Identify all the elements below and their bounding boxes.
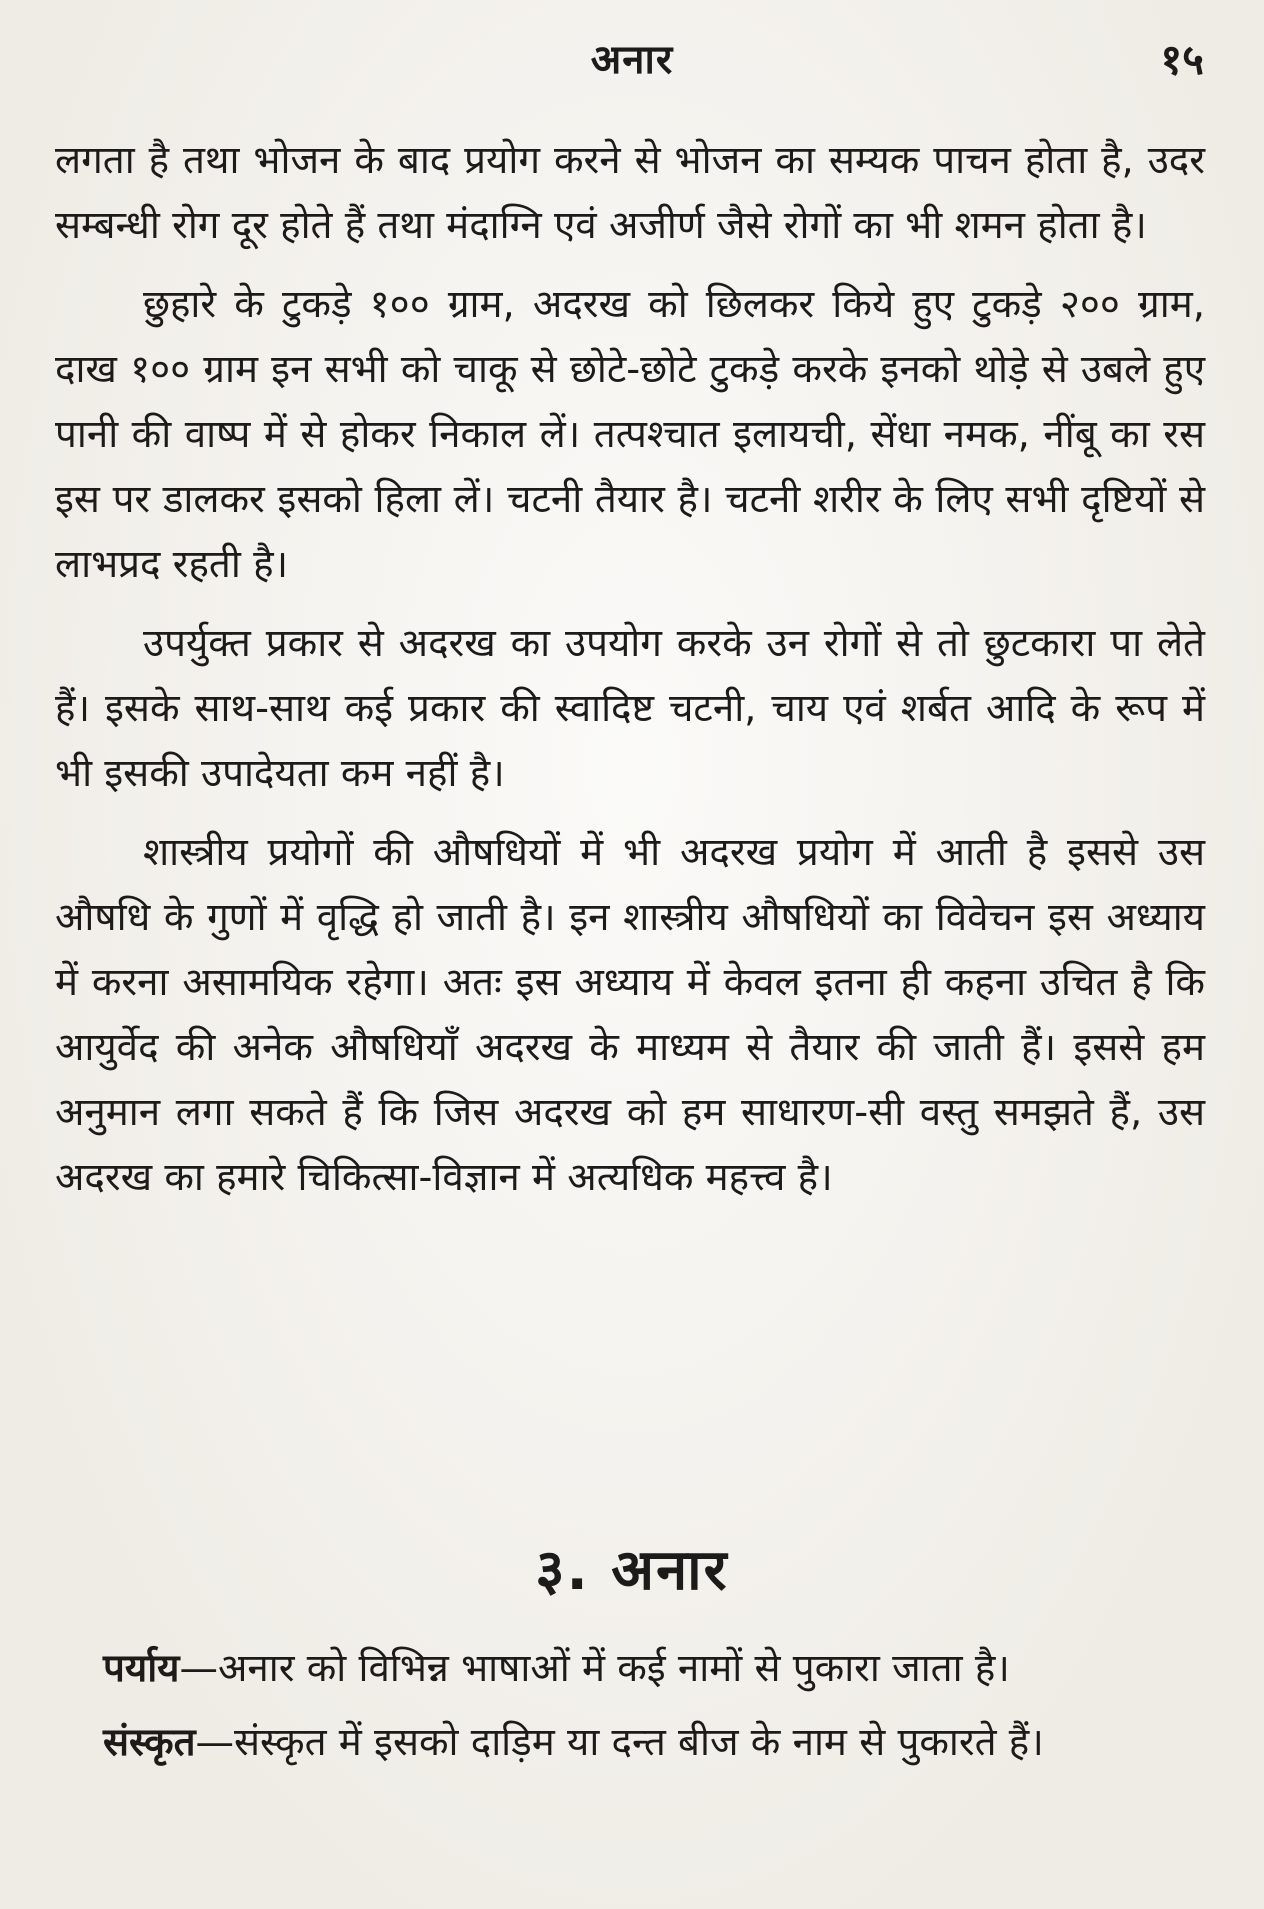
paragraph-chutney-recipe: छुहारे के टुकड़े १०० ग्राम, अदरख को छिलकर किये हुए टुकड़े २०० ग्राम, दाख १०० ग्राम इन सभी को चाकू से छोटे-छोटे टुकड़े करके इनको थोड़े से उबले हुए पानी की वाष्प में से होकर निकाल लें। तत्पश्चात इलायची, सेंधा नमक, नींबू का रस इस पर डालकर इसको हिला लें। चटनी तैयार है। चटनी शरीर के लिए सभी दृष्टियों से लाभप्रद रहती है। — [55, 282, 1205, 587]
paragraph-ginger-uses: उपर्युक्त प्रकार से अदरख का उपयोग करके उन रोगों से तो छुटकारा पा लेते हैं। इसके साथ-साथ कई प्रकार की स्वादिष्ट चटनी, चाय एवं शर्बत आदि के रूप में भी इसकी उपादेयता कम नहीं है। — [55, 621, 1205, 796]
synonym-term: पर्याय — [103, 1646, 180, 1691]
synonym-text: —संस्कृत में इसको दाड़िम या दन्त बीज के नाम से पुकारते हैं। — [195, 1720, 1044, 1765]
synonyms-list — [25, 1638, 1205, 1786]
page-number: १५ — [1160, 35, 1204, 84]
running-head — [0, 30, 1264, 90]
paragraph-continuation: लगता है तथा भोजन के बाद प्रयोग करने से भोजन का सम्यक पाचन होता है, उदर सम्बन्धी रोग दूर होते हैं तथा मंदाग्नि एवं अजीर्ण जैसे रोगों का भी शमन होता है। — [55, 138, 1205, 248]
synonym-entry — [25, 1712, 1205, 1774]
paragraph-classical-medicines: शास्त्रीय प्रयोगों की औषधियों में भी अदरख प्रयोग में आती है इससे उस औषधि के गुणों में वृद्धि हो जाती है। इन शास्त्रीय औषधियों का विवेचन इस अध्याय में करना असामयिक रहेगा। अतः इस अध्याय में केवल इतना ही कहना उचित है कि आयुर्वेद की अनेक औषधियाँ अदरख के माध्यम से तैयार की जाती हैं। इससे हम अनुमान लगा सकते हैं कि जिस अदरख को हम साधारण-सी वस्तु समझते हैं, उस अदरख का हमारे चिकित्सा-विज्ञान में अत्यधिक महत्त्व है। — [55, 830, 1205, 1200]
synonym-entry — [25, 1638, 1205, 1700]
running-title: अनार — [590, 37, 674, 83]
section-heading: ३. अनार — [535, 1538, 729, 1603]
synonym-text: —अनार को विभिन्न भाषाओं में कई नामों से पुकारा जाता है। — [179, 1646, 1010, 1691]
body-text — [55, 128, 1205, 1224]
synonym-term: संस्कृत — [103, 1720, 196, 1765]
